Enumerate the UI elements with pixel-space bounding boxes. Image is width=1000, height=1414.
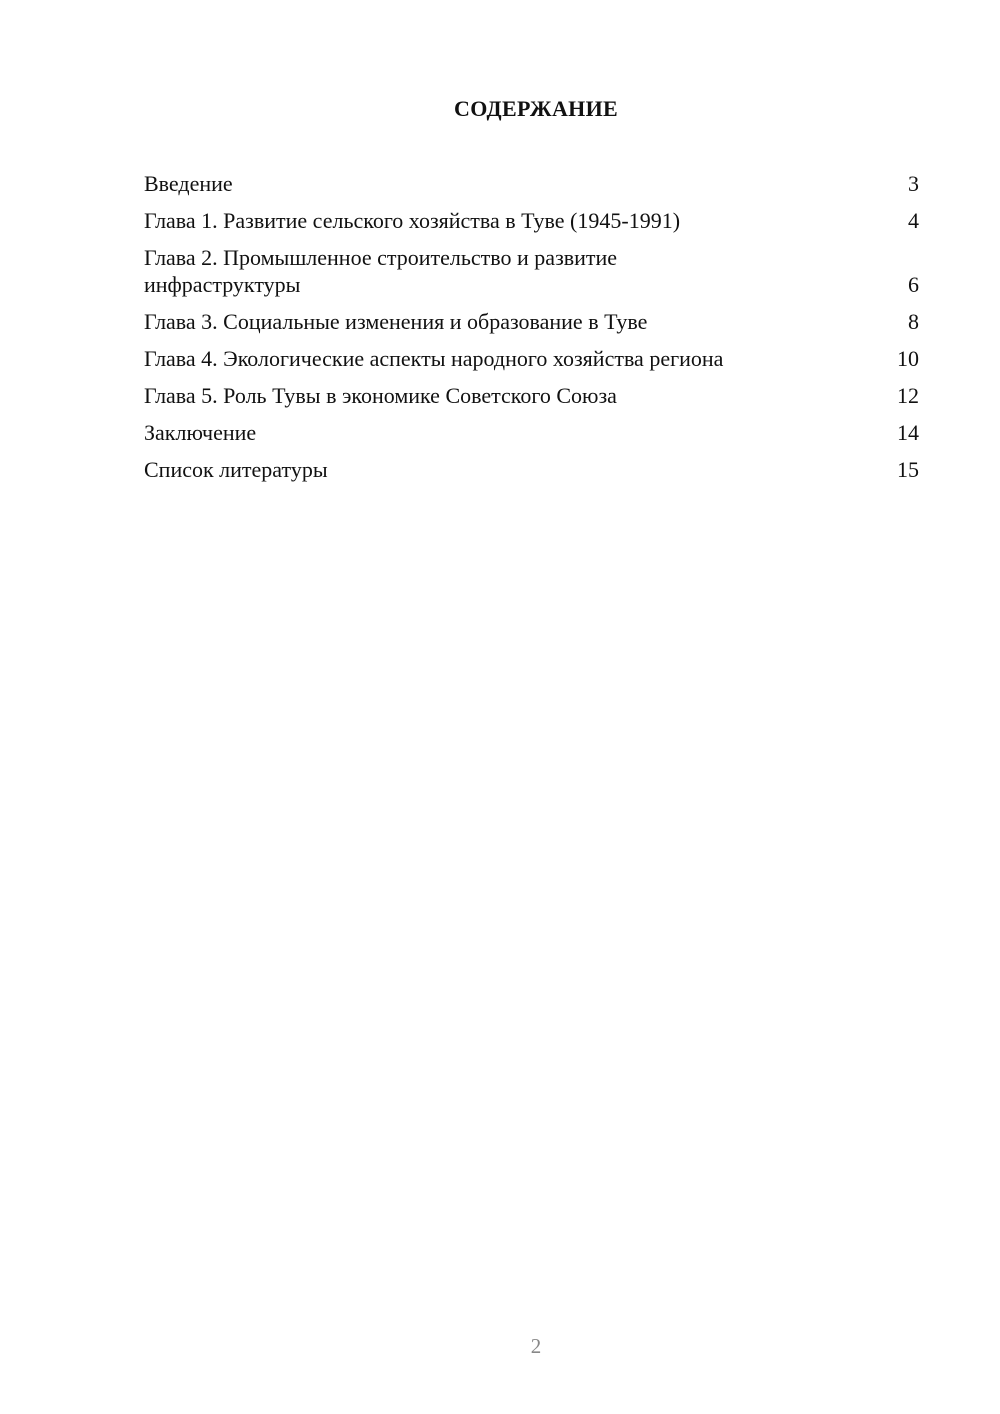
toc-entry-title: Глава 5. Роль Тувы в экономике Советского Союза [144, 383, 617, 408]
toc-entry-title: Глава 1. Развитие сельского хозяйства в Туве (1945-1991) [144, 208, 681, 233]
toc-entry-chapter-4 [144, 345, 919, 372]
toc-entry-page: 6 [908, 272, 919, 297]
toc-entry-chapter-1 [144, 207, 919, 234]
toc-entry-page: 8 [908, 309, 919, 334]
toc-entry-chapter-2 [144, 244, 919, 298]
toc-entry-page: 4 [908, 208, 919, 233]
toc-entry-page: 15 [897, 457, 919, 482]
toc-entry-conclusion [144, 419, 919, 446]
toc-entry-page: 12 [897, 383, 919, 408]
toc-entry-chapter-3 [144, 308, 919, 335]
toc-entry-title: Глава 4. Экологические аспекты народного хозяйства региона [144, 346, 724, 371]
toc-entry-page: 3 [908, 171, 919, 196]
toc-entry-title: Глава 2. Промышленное строительство и развитие инфраструктуры [144, 245, 618, 297]
toc-entry-title: Введение [144, 171, 233, 196]
toc-entry-page: 14 [897, 420, 919, 445]
page-title: СОДЕРЖАНИЕ [454, 96, 618, 121]
page-number: 2 [530, 1334, 542, 1358]
toc-entry-introduction [144, 170, 919, 197]
table-of-contents [144, 170, 919, 493]
toc-entry-title: Список литературы [144, 457, 328, 482]
toc-entry-references [144, 456, 919, 483]
toc-entry-page: 10 [897, 346, 919, 371]
toc-entry-chapter-5 [144, 382, 919, 409]
toc-entry-title: Заключение [144, 420, 257, 445]
toc-entry-title: Глава 3. Социальные изменения и образование в Туве [144, 309, 648, 334]
